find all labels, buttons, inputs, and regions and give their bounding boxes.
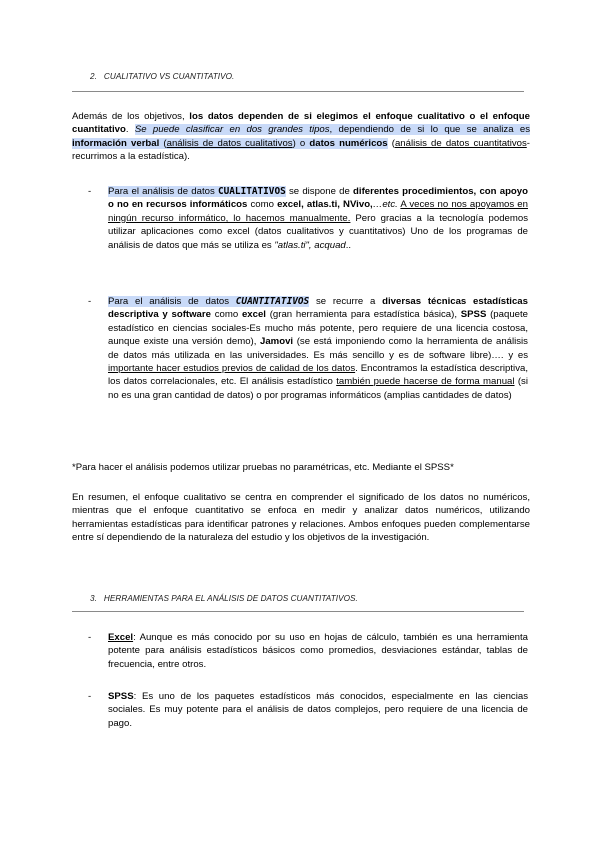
bullet-2-quality-note: importante hacer estudios previos de calidad de los datos xyxy=(108,363,356,375)
bullet-2-text-5: como xyxy=(210,309,242,321)
bullet-1-procedures: diferentes procedimientos, con apoyo o no en recursos informáticos xyxy=(108,186,528,211)
bullet-2-marker: - xyxy=(88,296,92,307)
bullet-2-text-7: (gran herramienta para estadística básica), xyxy=(265,309,461,321)
intro-text-1: Además de los objetivos, xyxy=(72,111,190,122)
section-2-divider xyxy=(72,91,524,92)
bullet-2-spss: SPSS xyxy=(460,309,487,321)
bullet-1-marker: - xyxy=(88,186,92,197)
section-2-number: 2. xyxy=(90,72,97,81)
section-3-number: 3. xyxy=(90,594,97,603)
bullet-1-keyword: CUALITATIVOS xyxy=(218,186,286,197)
bullet-2-text-3: se recurre a xyxy=(309,296,383,307)
bullet-2-text-11: (se está imponiendo como la herramienta de análisis de datos más utilizada en las universidades. Es más sencillo y es de software libre)…. y es xyxy=(108,336,528,361)
section-2-title: CUALITATIVO VS CUANTITATIVO. xyxy=(103,72,235,81)
intro-italic-classification: Se puede clasificar en dos grandes tipos xyxy=(134,124,330,136)
bullet-2-text-15: (si no es una gran cantidad de datos) o por programas informáticos (amplias cantidades de datos) xyxy=(108,376,528,401)
bullet-1-manual-note: A veces no nos apoyamos en ningún recurso informático, lo hacemos manualmente. xyxy=(108,199,528,224)
intro-text-13: -recurrimos a la estadística). xyxy=(72,137,530,163)
bullet-2-jamovi: Jamovi xyxy=(260,336,294,348)
section-3-divider xyxy=(72,611,524,612)
summary-paragraph: En resumen, el enfoque cualitativo se centra en comprender el significado de los datos no numéricos, mientras que el enfoque cuantitativo se enfoca en medir y analizar datos numéricos, utilizando herramientas estadísticas para identificar patrones y relaciones. Ambos enfoques pueden complementarse entre sí dependiendo de la naturaleza del estudio y los objetivos de la investigación. xyxy=(72,492,530,544)
intro-text-5: , dependiendo de si lo que se analiza es xyxy=(329,124,530,136)
bullet-2-techniques: diversas técnicas estadísticas descriptiva y software xyxy=(108,296,528,321)
bullet-2-keyword: CUANTITATIVOS xyxy=(235,296,310,307)
bullet-2-text-9: (paquete estadístico en ciencias sociales-Es mucho más potente, pero requiere de una licencia costosa, aunque existe una versión demo), xyxy=(108,309,528,348)
tool-spss-marker: - xyxy=(88,691,92,702)
bullet-1-programs: "atlas.ti", acquad xyxy=(274,239,346,251)
intro-bold-statement: los datos dependen de si elegimos el enfoque cualitativo o el enfoque cuantitativo xyxy=(72,111,530,136)
bullet-2-manual-note: también puede hacerse de forma manual xyxy=(336,376,515,388)
intro-text-11: ( xyxy=(387,137,395,149)
section-3-heading xyxy=(90,594,358,603)
intro-paragraph xyxy=(72,110,530,164)
tool-spss-name: SPSS xyxy=(108,691,134,702)
bullet-2-quantitative xyxy=(108,295,528,402)
tool-excel-marker: - xyxy=(88,632,92,643)
bullet-2-excel: excel xyxy=(241,309,266,321)
bullet-1-text-10: Pero gracias a la tecnología podemos utilizar aplicaciones como excel (datos cualitativos y cuantitativos) Uno de los programas de análisis de datos que más se utiliza es xyxy=(108,212,528,251)
tool-spss-item xyxy=(108,690,528,730)
intro-quantitative-analysis: análisis de datos cuantitativos xyxy=(394,137,527,149)
section-2-heading xyxy=(90,72,234,81)
spss-note: *Para hacer el análisis podemos utilizar pruebas no paramétricas, etc. Mediante el SPSS* xyxy=(72,462,454,473)
bullet-1-qualitative xyxy=(108,185,528,252)
bullet-1-text-12: .. xyxy=(345,239,352,251)
bullet-1-tools: excel, atlas.ti, NVivo, xyxy=(277,199,373,211)
tool-excel-item xyxy=(108,631,528,671)
bullet-1-etc: …etc. xyxy=(372,199,398,211)
tool-spss-description: : Es uno de los paquetes estadísticos más conocidos, especialmente en las ciencias sociales. Es muy potente para el análisis de datos complejos, pero requiere de una licencia de pago. xyxy=(108,691,528,729)
intro-text-7: ( xyxy=(159,137,167,149)
intro-qualitative-analysis: análisis de datos cualitativos xyxy=(166,137,293,149)
bullet-1-text-3: se dispone de xyxy=(285,186,354,197)
bullet-1-text-1: Para el análisis de datos xyxy=(108,186,218,197)
intro-text-3: . xyxy=(125,124,135,136)
bullet-2-text-1: Para el análisis de datos xyxy=(108,296,236,307)
intro-numeric-data: datos numéricos xyxy=(309,137,388,149)
section-3-title: HERRAMIENTAS PARA EL ANÁLISIS DE DATOS CUANTITATIVOS. xyxy=(103,594,358,603)
bullet-1-text-5: como xyxy=(247,199,278,211)
bullet-2-text-13: . Encontramos la estadística descriptiva, los datos correlacionales, etc. El análisis estadístico xyxy=(108,363,528,388)
tool-excel-name: Excel xyxy=(108,632,134,643)
intro-text-9: ) o xyxy=(292,137,310,149)
tool-excel-description: : Aunque es más conocido por su uso en hojas de cálculo, también es una herramienta potente para análisis estadísticos básicos como promedios, desviaciones estándar, tablas de frecuencia, entre otros. xyxy=(108,632,528,670)
intro-verbal-info: información verbal xyxy=(72,137,160,149)
